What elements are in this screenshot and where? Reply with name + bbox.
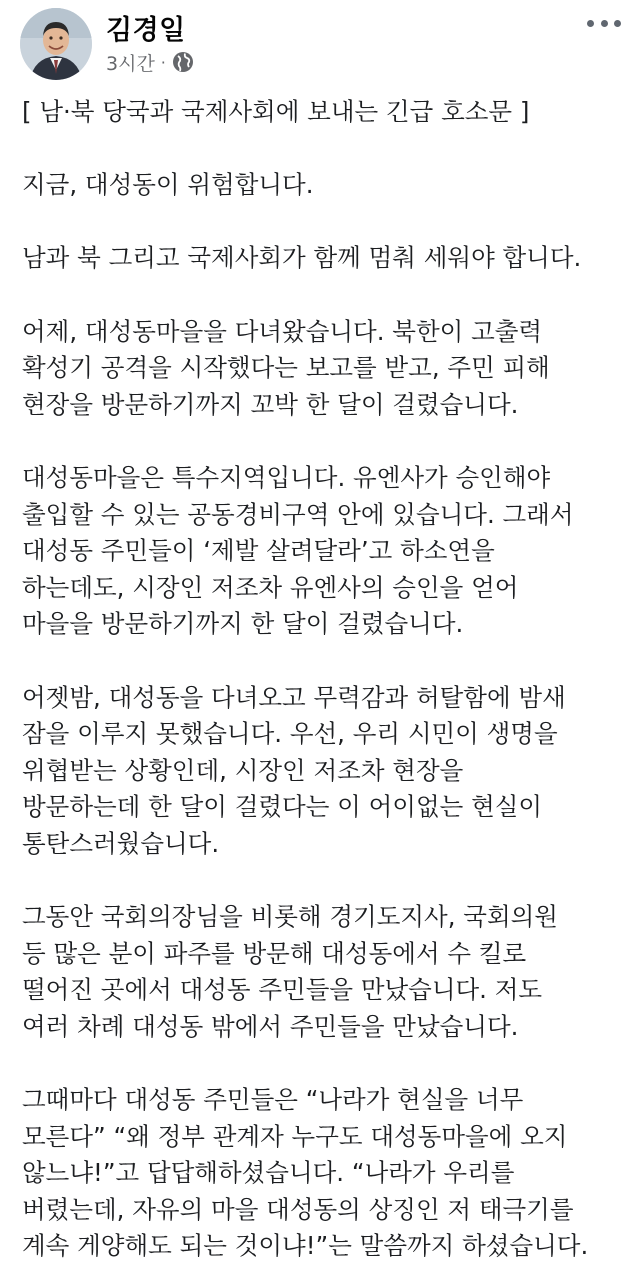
paragraph-line: 통탄스러웠습니다. (22, 828, 220, 858)
paragraph-line: 마을을 방문하기까지 한 달이 걸렸습니다. (22, 609, 464, 638)
more-dot (587, 20, 594, 27)
paragraph-line: 어제, 대성동마을을 다녀왔습니다. 북한이 고출력 (22, 316, 543, 346)
author-name[interactable]: 김경일 (106, 15, 186, 46)
paragraph-line: 등 많은 분이 파주를 방문해 대성동에서 수 킬로 (22, 938, 527, 968)
post-header (0, 0, 640, 86)
paragraph-line: 확성기 공격을 시작했다는 보고를 받고, 주민 피해 (22, 353, 550, 382)
meta-separator: · (160, 52, 166, 72)
paragraph-line: 그때마다 대성동 주민들은 “나라가 현실을 너무 (22, 1085, 524, 1114)
post-paragraph (22, 167, 627, 204)
more-options-icon[interactable] (582, 8, 626, 38)
paragraph-line: 않느냐!”고 답답해하셨습니다. “나라가 우리를 (22, 1158, 515, 1187)
post-paragraph (22, 314, 627, 424)
paragraph-line: [ 남·북 당국과 국제사회에 보내는 긴급 호소문 ] (22, 97, 530, 126)
paragraph-line: 위협받는 상황인데, 시장인 저조차 현장을 (22, 755, 464, 785)
paragraph-line: 버렸는데, 자유의 마을 대성동의 상징인 저 태극기를 (22, 1194, 574, 1224)
paragraph-line: 잠을 이루지 못했습니다. 우선, 우리 시민이 생명을 (22, 719, 558, 748)
post-paragraph (22, 460, 627, 643)
paragraph-line: 현장을 방문하기까지 꼬박 한 달이 걸렸습니다. (22, 389, 519, 419)
paragraph-line: 어젯밤, 대성동을 다녀오고 무력감과 허탈함에 밤새 (22, 682, 566, 712)
more-dot (601, 20, 608, 27)
paragraph-line: 대성동 주민들이 ‘제발 살려달라’고 하소연을 (22, 536, 495, 565)
paragraph-line: 대성동마을은 특수지역입니다. 유엔사가 승인해야 (22, 463, 551, 492)
post-paragraph (22, 240, 627, 277)
paragraph-line: 남과 북 그리고 국제사회가 함께 멈춰 세워야 합니다. (22, 243, 582, 272)
paragraph-line: 모른다” “왜 정부 관계자 누구도 대성동마을에 오지 (22, 1121, 568, 1151)
more-dot (614, 20, 621, 27)
paragraph-line: 방문하는데 한 달이 걸렸다는 이 어이없는 현실이 (22, 792, 543, 821)
paragraph-line: 지금, 대성동이 위험합니다. (22, 169, 314, 199)
post-meta (106, 48, 194, 76)
author-avatar[interactable] (20, 8, 92, 80)
post-text (22, 94, 627, 1280)
paragraph-line: 떨어진 곳에서 대성동 주민들을 만났습니다. 저도 (22, 975, 543, 1004)
paragraph-line: 그동안 국회의장님을 비롯해 경기도지사, 국회의원 (22, 902, 558, 931)
paragraph-line: 하는데도, 시장인 저조차 유엔사의 승인을 얻어 (22, 572, 519, 602)
post-paragraph (22, 680, 627, 863)
paragraph-line: 계속 게양해도 되는 것이냐!”는 말씀까지 하셨습니다. (22, 1231, 589, 1260)
post-title (22, 94, 627, 131)
post-paragraph (22, 1082, 627, 1265)
paragraph-line: 출입할 수 있는 공동경비구역 안에 있습니다. 그래서 (22, 499, 574, 529)
avatar-photo (20, 8, 92, 80)
post-time[interactable]: 3시간 (106, 52, 155, 75)
post-paragraph (22, 899, 627, 1045)
paragraph-line: 여러 차례 대성동 밖에서 주민들을 만났습니다. (22, 1011, 519, 1041)
globe-icon[interactable] (172, 51, 194, 73)
